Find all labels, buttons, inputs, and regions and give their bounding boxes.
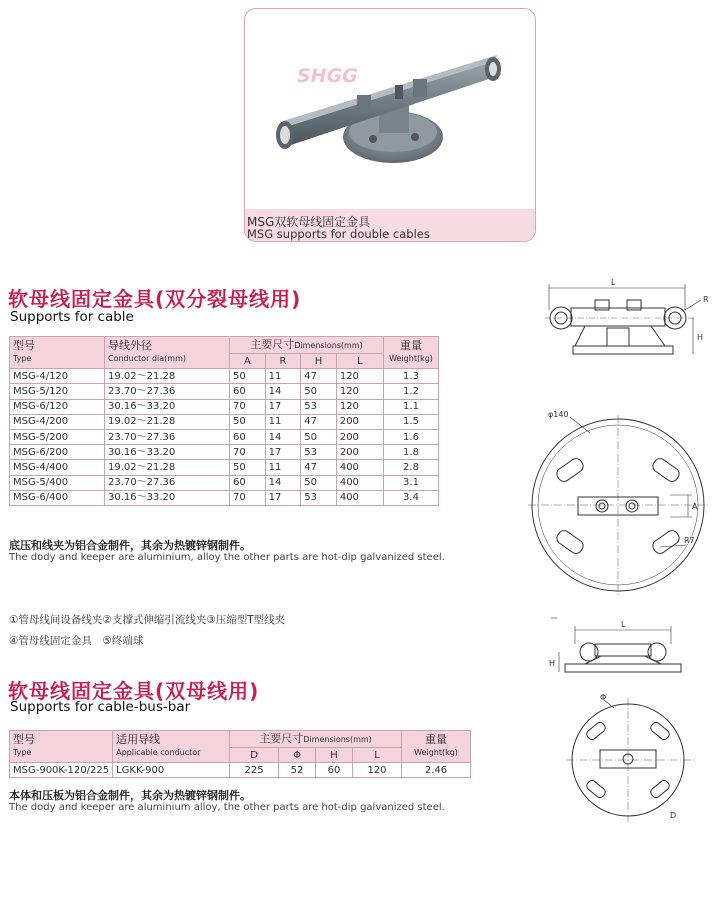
section1-note-cn: 底压和线夹为铝合金制件，其余为热镀锌钢制件。 — [9, 539, 251, 552]
header-type: 型号 Type — [10, 337, 105, 369]
subheader-D: D — [230, 748, 279, 763]
table-row: MSG-6/200 30.16～33.20 70 17 53 200 1.8 — [10, 445, 439, 460]
section1-title-en: Supports for cable — [10, 309, 134, 325]
product-photo — [245, 9, 535, 209]
dim-bus-D-label: D — [670, 811, 677, 820]
table-row: MSG-5/400 23.70～27.36 60 14 50 400 3.1 — [10, 475, 439, 490]
top-view-drawing — [520, 395, 720, 610]
dim-A-label: A — [692, 502, 698, 511]
table-row: MSG-5/120 23.70～27.36 60 14 50 120 1.2 — [10, 384, 439, 399]
dim-bus-phi-label: Φ — [600, 693, 607, 702]
dim-L-label: L — [611, 278, 616, 287]
table-row: MSG-6/400 30.16～33.20 70 17 53 400 3.4 — [10, 490, 439, 505]
related-products-line2: ④管母线固定金具 ⑤终端球 — [9, 635, 144, 647]
dim-H-label: H — [697, 333, 704, 342]
photo-caption — [245, 209, 535, 241]
dim-bus-H-label: H — [549, 659, 556, 668]
side-view-drawing — [535, 270, 715, 380]
table-row: MSG-4/120 19.02～21.28 50 11 47 120 1.3 — [10, 369, 439, 384]
dim-R7-label: R7 — [684, 536, 695, 545]
table-row: MSG-6/120 30.16～33.20 70 17 53 120 1.1 — [10, 399, 439, 414]
photo-caption-cn: MSG双软母线固定金具 — [247, 215, 371, 229]
msg-support-illustration — [245, 9, 535, 209]
table-row: MSG-4/400 19.02～21.28 50 11 47 400 2.8 — [10, 460, 439, 475]
subheader-R: R — [265, 354, 301, 369]
section1-spec-table — [9, 336, 439, 506]
header-type: 型号 Type — [10, 731, 113, 763]
dim-R-label: R — [703, 295, 709, 304]
header-dimensions: 主要尺寸Dimensions(mm) — [230, 731, 402, 748]
product-photo-card — [244, 8, 536, 242]
subheader-L: L — [336, 354, 383, 369]
section2-title-cn: 软母线固定金具(双母线用) — [8, 679, 260, 703]
subheader-L: L — [353, 748, 402, 763]
section2-spec-table — [9, 730, 471, 778]
header-weight: 重量 Weight(kg) — [402, 731, 471, 763]
header-conductor-dia: 导线外径 Conductor dia(mm) — [105, 337, 230, 369]
related-products-line1: ①管母线间设备线夹②支撑式伸缩引流线夹③压缩型T型线夹 — [9, 614, 286, 626]
busbar-top-view-drawing — [560, 690, 710, 830]
dim-bus-L-label: L — [621, 620, 626, 629]
brand-watermark: SHGG — [297, 65, 358, 87]
table-row: MSG-900K-120/225 LGKK-900 225 52 60 120 2.46 — [10, 763, 471, 778]
section1-note-en: The dody and keeper are aluminium, alloy the other parts are hot-dip galvanized steel. — [9, 552, 445, 563]
table-row: MSG-4/200 19.02～21.28 50 11 47 200 1.5 — [10, 414, 439, 429]
subheader-H: H — [301, 354, 337, 369]
dim-phi140-label: φ140 — [548, 410, 569, 419]
section2-title-en: Supports for cable-bus-bar — [10, 699, 191, 715]
header-dimensions: 主要尺寸Dimensions(mm) — [230, 337, 384, 354]
header-applicable-conductor: 适用导线 Applicable conductor — [113, 731, 230, 763]
section1-title-cn: 软母线固定金具(双分裂母线用) — [8, 287, 302, 311]
section2-note-cn: 本体和压板为铝合金制件，其余为热镀锌钢制件。 — [9, 789, 251, 802]
photo-caption-en: MSG supports for double cables — [247, 227, 430, 241]
subheader-Phi: Φ — [279, 748, 316, 763]
section2-note-en: The dody and keeper are aluminium alloy, the other parts are hot-dip galvanized steel. — [9, 802, 445, 813]
busbar-side-view-drawing — [545, 612, 715, 692]
subheader-H: H — [316, 748, 353, 763]
table-row: MSG-5/200 23.70～27.36 60 14 50 200 1.6 — [10, 429, 439, 444]
header-weight: 重量 Weight(kg) — [384, 337, 439, 369]
subheader-A: A — [230, 354, 266, 369]
